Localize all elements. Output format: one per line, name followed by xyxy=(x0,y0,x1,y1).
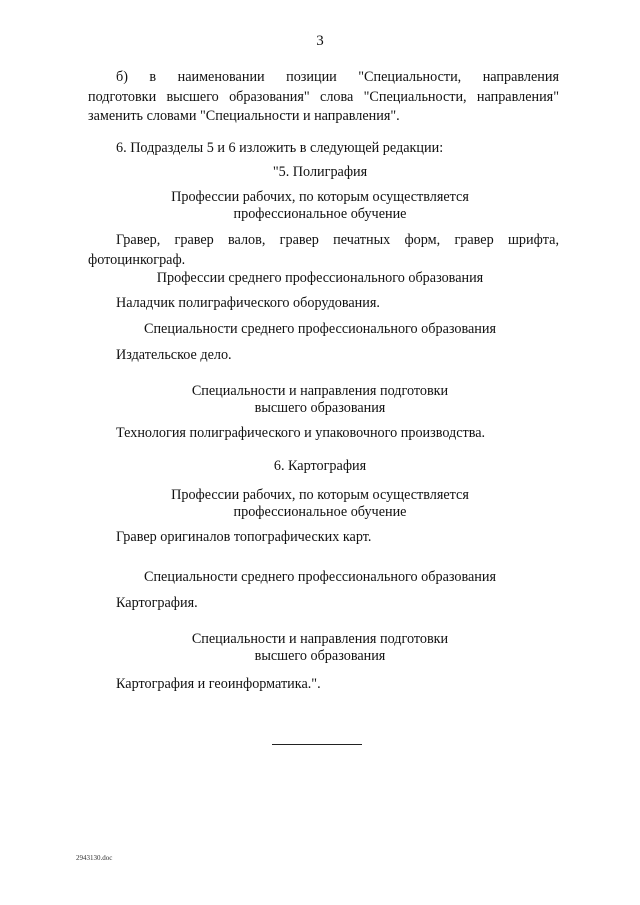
page-number: 3 xyxy=(316,33,324,49)
section-6-spo-specialties-heading: Специальности среднего профессионального образования xyxy=(144,569,496,585)
section-6-spo-specialties-text: Картография. xyxy=(116,595,198,611)
paragraph-b xyxy=(88,68,559,127)
section-5-spo-professions-text: Наладчик полиграфического оборудования. xyxy=(116,295,380,311)
section-5-higher-heading-line-2: высшего образования xyxy=(254,400,386,416)
section-6-higher-heading-line-1: Специальности и направления подготовки xyxy=(191,631,449,647)
section-5-workers-heading-line-1: Профессии рабочих, по которым осуществляется xyxy=(171,189,469,205)
paragraph-b-line-2: подготовки высшего образования" слова "Специальности, направления" xyxy=(88,88,559,105)
footer-filename: 2943130.doc xyxy=(76,854,113,862)
section-5-higher-heading-line-1: Специальности и направления подготовки xyxy=(191,383,449,399)
closing-separator xyxy=(272,744,362,745)
section-5-higher-heading xyxy=(0,383,640,417)
section-5-workers-text xyxy=(88,231,559,270)
section-6-higher-text: Картография и геоинформатика.". xyxy=(116,676,321,692)
paragraph-b-line-3: заменить словами "Специальности и направления". xyxy=(88,108,400,124)
section-6-higher-heading-line-2: высшего образования xyxy=(254,648,386,664)
section-5-spo-specialties-heading: Специальности среднего профессионального образования xyxy=(144,321,496,337)
section-5-workers-text-line-2: фотоцинкограф. xyxy=(88,251,186,268)
section-6-higher-heading xyxy=(0,631,640,665)
section-5-spo-professions-heading: Профессии среднего профессионального образования xyxy=(156,270,484,286)
section-5-workers-text-line-1: Гравер, гравер валов, гравер печатных форм, гравер шрифта, xyxy=(116,232,559,248)
paragraph-6: 6. Подразделы 5 и 6 изложить в следующей редакции: xyxy=(116,140,444,156)
section-6-workers-heading-line-1: Профессии рабочих, по которым осуществляется xyxy=(171,487,469,503)
section-5-title: "5. Полиграфия xyxy=(272,164,368,180)
section-5-workers-heading xyxy=(0,189,640,223)
section-6-workers-text: Гравер оригиналов топографических карт. xyxy=(116,529,372,545)
section-6-title: 6. Картография xyxy=(273,458,367,474)
section-6-workers-heading xyxy=(0,487,640,521)
section-5-higher-text: Технология полиграфического и упаковочного производства. xyxy=(116,425,486,441)
section-5-spo-specialties-text: Издательское дело. xyxy=(116,347,232,363)
paragraph-b-line-1: б) в наименовании позиции "Специальности, направления xyxy=(116,69,559,85)
section-6-workers-heading-line-2: профессиональное обучение xyxy=(233,504,407,520)
section-5-workers-heading-line-2: профессиональное обучение xyxy=(233,206,407,222)
